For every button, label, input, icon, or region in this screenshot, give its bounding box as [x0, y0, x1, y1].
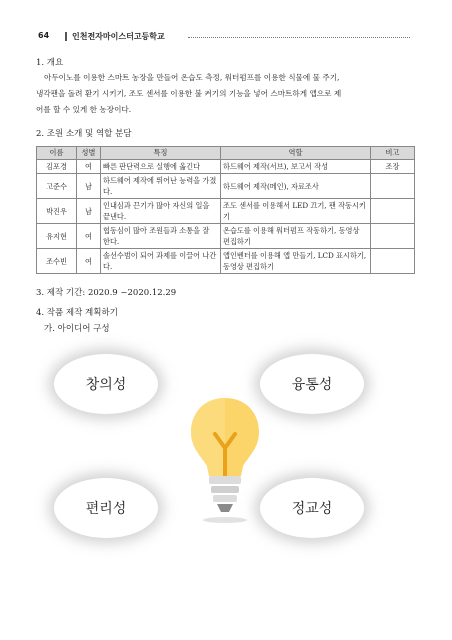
table-row — [37, 249, 415, 274]
member-gender: 남 — [77, 174, 101, 199]
member-gender: 남 — [77, 199, 101, 224]
column-header: 성별 — [77, 147, 101, 160]
member-name: 고준수 — [37, 174, 77, 199]
member-name: 유지현 — [37, 224, 77, 249]
member-gender: 여 — [77, 249, 101, 274]
overview-heading: 1. 개요 — [36, 58, 64, 68]
plan-subheading: 가. 아이디어 구성 — [44, 324, 110, 334]
table-row — [37, 160, 415, 174]
member-note: 조장 — [371, 160, 415, 174]
overview-line: 어를 할 수 있게 한 농장이다. — [36, 105, 132, 114]
idea-bubble-convenience: 편리성 — [54, 478, 158, 538]
member-trait: 빠른 판단력으로 실행에 옮긴다 — [101, 160, 221, 174]
lightbulb-icon — [185, 394, 265, 524]
period-value: 2020.9 ~2020.12.29 — [87, 288, 177, 298]
member-role: 하드웨어 제작(메인), 자료조사 — [221, 174, 371, 199]
table-header-row — [37, 147, 415, 160]
member-role: 조도 센서를 이용해서 LED 끄기, 팬 작동시키기 — [221, 199, 371, 224]
member-note — [371, 224, 415, 249]
team-heading: 2. 조원 소개 및 역할 분담 — [36, 129, 132, 139]
overview-paragraph — [36, 70, 412, 118]
period-line — [36, 286, 176, 298]
header-dotted-rule — [188, 37, 410, 38]
column-header: 이름 — [37, 147, 77, 160]
school-name: 인천전자마이스터고등학교 — [72, 32, 165, 41]
member-trait: 솔선수범이 되어 과제를 이끌어 나간다. — [101, 249, 221, 274]
member-name: 박진우 — [37, 199, 77, 224]
period-heading: 3. 제작 기간: — [36, 288, 86, 298]
column-header: 특징 — [101, 147, 221, 160]
overview-line: 아두이노를 이용한 스마트 농장을 만들어 온습도 측정, 워터펌프를 이용한 식물에 물 주기, — [44, 73, 340, 82]
idea-bubble-creativity: 창의성 — [54, 354, 158, 414]
column-header: 비고 — [371, 147, 415, 160]
overview-line: 냉각팬을 돌려 환기 시키기, 조도 센서를 이용한 불 켜기의 기능을 넣어 스마트하게 앱으로 제 — [36, 89, 342, 98]
idea-diagram — [36, 338, 414, 552]
member-role: 하드웨어 제작(서브), 보고서 작성 — [221, 160, 371, 174]
member-trait: 협동심이 많아 조원들과 소통을 잘 한다. — [101, 224, 221, 249]
idea-bubble-precision: 정교성 — [260, 478, 364, 538]
member-name: 김포경 — [37, 160, 77, 174]
member-trait: 하드웨어 제작에 뛰어난 능력을 가졌다. — [101, 174, 221, 199]
member-role: 앱인벤터를 이용해 앱 만들기, LCD 표시하기, 동영상 편집하기 — [221, 249, 371, 274]
column-header: 역할 — [221, 147, 371, 160]
page-header — [38, 31, 410, 45]
member-trait: 인내심과 끈기가 많아 자신의 일을 끝낸다. — [101, 199, 221, 224]
table-row — [37, 199, 415, 224]
member-note — [371, 199, 415, 224]
table-row — [37, 174, 415, 199]
member-gender: 여 — [77, 160, 101, 174]
table-row — [37, 224, 415, 249]
page-number: 64 — [38, 31, 50, 40]
member-note — [371, 174, 415, 199]
team-roles-table — [36, 146, 415, 274]
idea-bubble-flexibility: 융통성 — [260, 354, 364, 414]
header-divider — [65, 32, 67, 41]
plan-heading: 4. 작품 제작 계획하기 — [36, 308, 118, 318]
member-gender: 여 — [77, 224, 101, 249]
member-role: 온습도를 이용해 워터펌프 작동하기, 동영상 편집하기 — [221, 224, 371, 249]
member-note — [371, 249, 415, 274]
member-name: 조수빈 — [37, 249, 77, 274]
